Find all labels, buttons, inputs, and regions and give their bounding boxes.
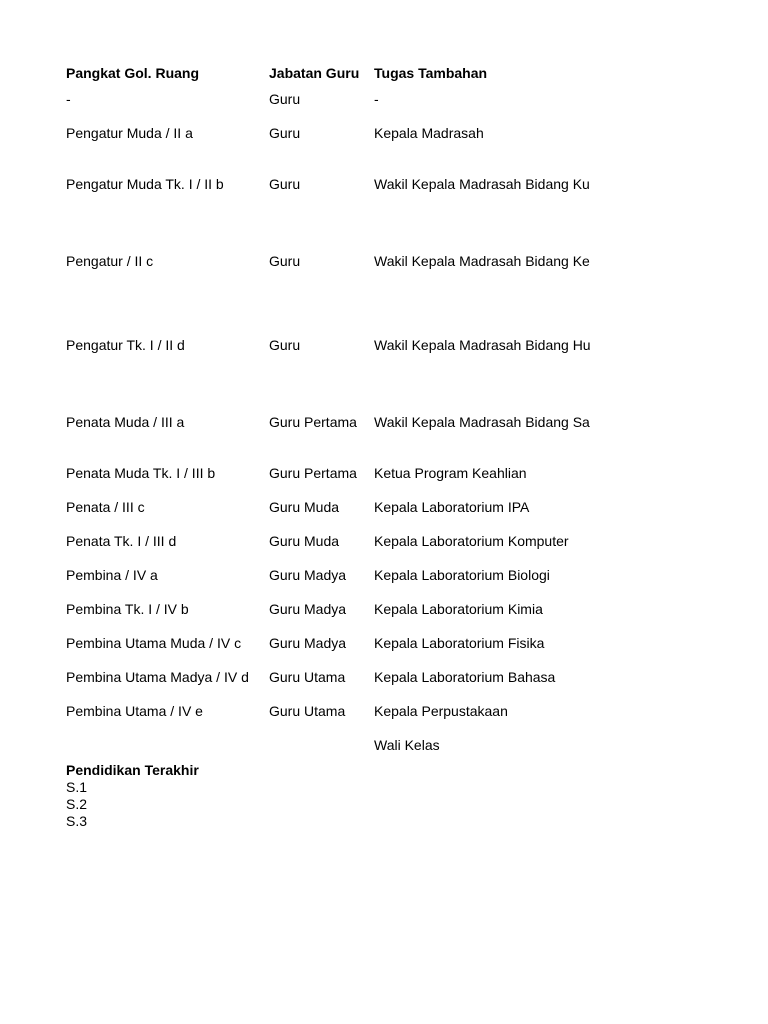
row-10-pangkat: Pembina Tk. I / IV b (66, 601, 189, 617)
row-0-tugas: - (374, 91, 379, 107)
row-2-jabatan: Guru (269, 176, 301, 192)
header-pangkat: Pangkat Gol. Ruang (66, 65, 200, 81)
row-9-pangkat: Pembina / IV a (66, 567, 158, 583)
row-3-tugas: Wakil Kepala Madrasah Bidang Ke (374, 253, 590, 269)
row-5-jabatan: Guru Pertama (269, 414, 357, 430)
row-10-tugas: Kepala Laboratorium Kimia (374, 601, 543, 617)
pendidikan-item-s2: S.2 (66, 796, 88, 812)
row-11-pangkat: Pembina Utama Muda / IV c (66, 635, 242, 651)
row-6-tugas: Ketua Program Keahlian (374, 465, 527, 481)
row-12-pangkat: Pembina Utama Madya / IV d (66, 669, 249, 685)
pendidikan-item-s3: S.3 (66, 813, 88, 829)
row-1-pangkat: Pengatur Muda / II a (66, 125, 193, 141)
row-1-tugas: Kepala Madrasah (374, 125, 484, 141)
row-13-pangkat: Pembina Utama / IV e (66, 703, 203, 719)
header-tugas: Tugas Tambahan (374, 65, 488, 81)
row-14-tugas: Wali Kelas (374, 737, 440, 753)
row-0-pangkat: - (66, 91, 71, 107)
row-11-tugas: Kepala Laboratorium Fisika (374, 635, 545, 651)
header-jabatan: Jabatan Guru (269, 65, 360, 81)
pendidikan-item-s1: S.1 (66, 779, 88, 795)
row-5-pangkat: Penata Muda / III a (66, 414, 185, 430)
row-0-jabatan: Guru (269, 91, 301, 107)
row-10-jabatan: Guru Madya (269, 601, 347, 617)
row-11-jabatan: Guru Madya (269, 635, 347, 651)
row-4-jabatan: Guru (269, 337, 301, 353)
row-9-tugas: Kepala Laboratorium Biologi (374, 567, 550, 583)
row-13-jabatan: Guru Utama (269, 703, 346, 719)
row-2-pangkat: Pengatur Muda Tk. I / II b (66, 176, 224, 192)
row-13-tugas: Kepala Perpustakaan (374, 703, 508, 719)
row-5-tugas: Wakil Kepala Madrasah Bidang Sa (374, 414, 590, 430)
row-12-tugas: Kepala Laboratorium Bahasa (374, 669, 556, 685)
row-7-pangkat: Penata / III c (66, 499, 145, 515)
row-3-pangkat: Pengatur / II c (66, 253, 154, 269)
row-7-tugas: Kepala Laboratorium IPA (374, 499, 530, 515)
row-8-pangkat: Penata Tk. I / III d (66, 533, 177, 549)
row-9-jabatan: Guru Madya (269, 567, 347, 583)
row-1-jabatan: Guru (269, 125, 301, 141)
row-2-tugas: Wakil Kepala Madrasah Bidang Ku (374, 176, 590, 192)
row-12-jabatan: Guru Utama (269, 669, 346, 685)
pendidikan-heading: Pendidikan Terakhir (66, 762, 199, 778)
row-4-tugas: Wakil Kepala Madrasah Bidang Hu (374, 337, 591, 353)
row-6-jabatan: Guru Pertama (269, 465, 357, 481)
row-7-jabatan: Guru Muda (269, 499, 340, 515)
row-4-pangkat: Pengatur Tk. I / II d (66, 337, 185, 353)
row-3-jabatan: Guru (269, 253, 301, 269)
row-8-tugas: Kepala Laboratorium Komputer (374, 533, 569, 549)
row-8-jabatan: Guru Muda (269, 533, 340, 549)
row-6-pangkat: Penata Muda Tk. I / III b (66, 465, 216, 481)
